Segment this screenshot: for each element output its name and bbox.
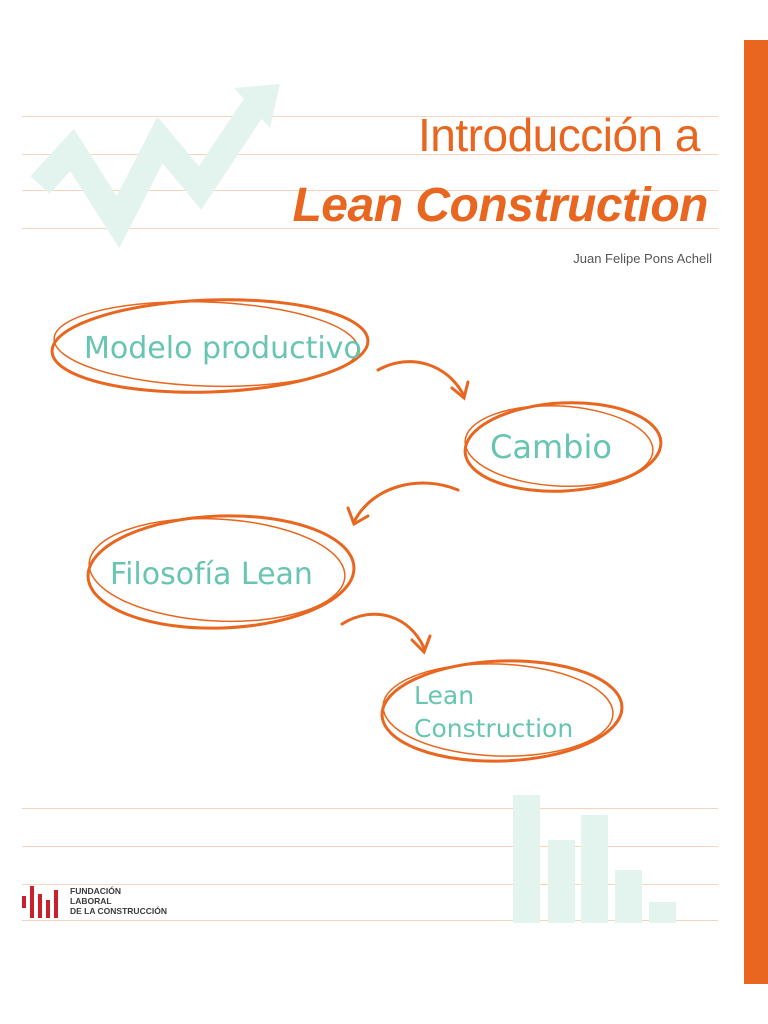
side-accent-bar bbox=[744, 40, 768, 984]
logo-bars-icon bbox=[22, 886, 66, 918]
arrow-cambio-to-filosofia bbox=[348, 483, 458, 524]
node-modelo-productivo-label: Modelo productivo bbox=[84, 331, 362, 366]
arrow-modelo-to-cambio bbox=[378, 362, 468, 398]
node-cambio-label: Cambio bbox=[490, 428, 612, 466]
logo-text bbox=[70, 886, 167, 916]
logo-line-1: FUNDACIÓN bbox=[70, 886, 121, 896]
node-filosofia-lean-label: Filosofía Lean bbox=[110, 557, 313, 592]
logo-line-3: DE LA CONSTRUCCIÓN bbox=[70, 906, 167, 916]
node-lean-construction-label-line1: Lean bbox=[414, 681, 475, 710]
author-name: Juan Felipe Pons Achell bbox=[573, 251, 712, 266]
node-lean-construction-label-line2: Construction bbox=[414, 714, 574, 743]
arrow-filosofia-to-lean bbox=[342, 614, 430, 652]
title-line-2: Lean Construction bbox=[292, 179, 708, 232]
title-line-1: Introducción a bbox=[418, 109, 700, 161]
logo-line-2: LABORAL bbox=[70, 896, 112, 906]
node-lean-construction-outline bbox=[380, 657, 623, 765]
